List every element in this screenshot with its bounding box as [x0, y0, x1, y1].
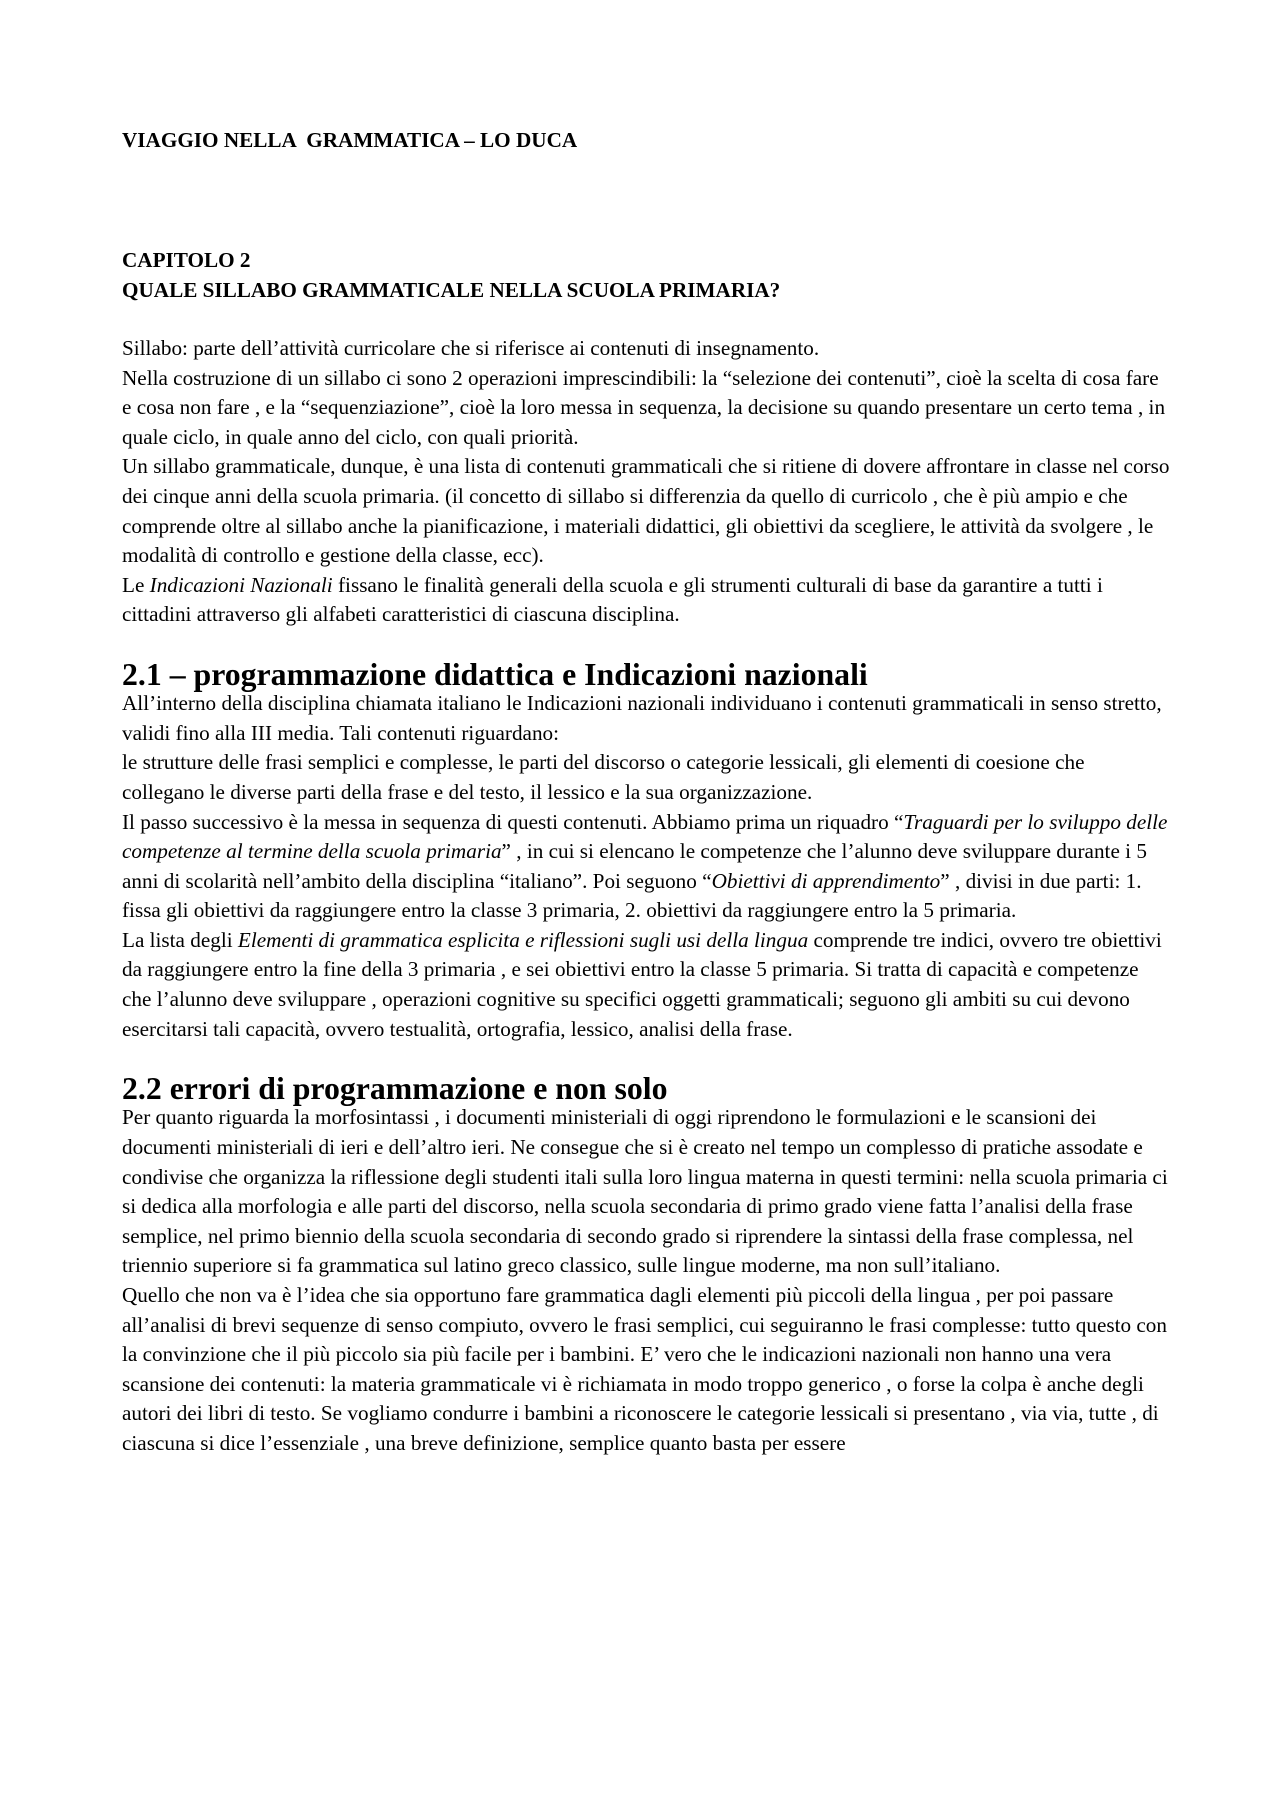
section-2-1-heading: 2.1 – programmazione didattica e Indicazioni nazionali: [122, 656, 868, 692]
s21-p3-italic-1: Traguardi per lo sviluppo delle competenze al termine della scuola primaria: [122, 809, 1168, 864]
section-2-1-paragraph-2: le strutture delle frasi semplici e complesse, le parti del discorso o categorie lessicali, gli elementi di coesione che collegano le diverse parti della frase e del testo, il lessico e la sua organizzazione.: [122, 750, 1085, 804]
intro-paragraph-2: Nella costruzione di un sillabo ci sono 2 operazioni imprescindibili: la “selezione dei contenuti”, cioè la scelta di cosa fare e cosa non fare , e la “sequenziazione”, cioè la loro messa in sequenza, la decisione su quando presentare un certo tema , in quale ciclo, in quale anno del ciclo, con quali priorità.: [122, 365, 1166, 449]
section-2-1-paragraph-1: All’interno della disciplina chiamata italiano le Indicazioni nazionali individuano i contenuti grammaticali in senso stretto, validi fino alla III media. Tali contenuti riguardano:: [122, 691, 1162, 745]
spacer: [122, 1044, 1172, 1074]
intro-paragraph-3: Un sillabo grammaticale, dunque, è una lista di contenuti grammaticali che si ritiene di dovere affrontare in classe nel corso dei cinque anni della scuola primaria. (il concetto di sillabo si differenzia da quello di curricolo , che è più ampio e che comprende oltre al sillabo anche la pianificazione, i materiali didattici, gli obiettivi da scegliere, le attività da svolgere , le modalità di controllo e gestione della classe, ecc).: [122, 454, 1170, 568]
s21-p4-italic: Elementi di grammatica esplicita e riflessioni sugli usi della lingua: [237, 927, 809, 952]
intro-paragraph-4: [122, 571, 1172, 630]
body-text: [122, 334, 1172, 1459]
s21-p3-a: Il passo successivo è la messa in sequenza di questi contenuti. Abbiamo prima un riquadro “: [122, 809, 904, 834]
intro-p4-italic: Indicazioni Nazionali: [149, 572, 333, 597]
section-2-1-paragraph-4: [122, 926, 1172, 1044]
section-2-1-paragraph-3: [122, 808, 1172, 926]
s21-p4-post: comprende tre indici, ovvero tre obiettivi da raggiungere entro la fine della 3 primaria , e sei obiettivi entro la classe 5 primaria. Si tratta di capacità e competenze che l’alunno deve sviluppare , operazioni cognitive su specifici oggetti grammaticali; seguono gli ambiti su cui devono esercitarsi tali capacità, ovvero testualità, ortografia, lessico, analisi della frase.: [122, 927, 1162, 1041]
section-2-2-paragraph-2: Quello che non va è l’idea che sia opportuno fare grammatica dagli elementi più piccoli della lingua , per poi passare all’analisi di brevi sequenze di senso compiuto, ovvero le frasi semplici, cui seguiranno le frasi complesse: tutto questo con la convinzione che il più piccolo sia più facile per i bambini. E’ vero che le indicazioni nazionali non hanno una vera scansione dei contenuti: la materia grammaticale vi è richiamata in modo troppo generico , o forse la colpa è anche degli autori dei libri di testo. Se vogliamo condurre i bambini a riconoscere le categorie lessicali si presentano , via via, tutte , di ciascuna si dice l’essenziale , una breve definizione, semplice quanto basta per essere: [122, 1283, 1167, 1455]
intro-p4-pre: Le: [122, 572, 150, 597]
section-2-2-heading: 2.2 errori di programmazione e non solo: [122, 1070, 668, 1106]
s21-p3-c: ” , divisi in due parti: 1. fissa gli obiettivi da raggiungere entro la classe 3 primaria, 2. obiettivi da raggiungere entro la 5 primaria.: [122, 868, 1142, 923]
chapter-heading: [122, 246, 780, 305]
chapter-title: QUALE SILLABO GRAMMATICALE NELLA SCUOLA PRIMARIA?: [122, 277, 781, 302]
s21-p3-b: ” , in cui si elencano le competenze che l’alunno deve sviluppare durante i 5 anni di scolarità nell’ambito della disciplina “italiano”. Poi seguono “: [122, 839, 1147, 893]
chapter-label: CAPITOLO 2: [122, 248, 251, 272]
section-2-2-paragraph-1: Per quanto riguarda la morfosintassi , i documenti ministeriali di oggi riprendono le formulazioni e le scansioni dei documenti ministeriali di ieri e dell’altro ieri. Ne consegue che si è creato nel tempo un complesso di pratiche assodate e condivise che organizza la riflessione degli studenti itali sulla loro lingua materna in questi termini: nella scuola primaria ci si dedica alla morfologia e alle parti del discorso, nella scuola secondaria di primo grado viene fatta l’analisi della frase semplice, nel primo biennio della scuola secondaria di secondo grado si riprendere la sintassi della frase complessa, nel triennio superiore si fa grammatica sul latino greco classico, sulle lingue moderne, ma non sull’italiano.: [122, 1105, 1168, 1278]
intro-p4-post: fissano le finalità generali della scuola e gli strumenti culturali di base da garantire a tutti i cittadini attraverso gli alfabeti caratteristici di ciascuna disciplina.: [122, 572, 1103, 627]
intro-paragraph-1: Sillabo: parte dell’attività curricolare che si riferisce ai contenuti di insegnamento.: [122, 336, 820, 360]
s21-p4-pre: La lista degli: [122, 927, 238, 952]
document-title: VIAGGIO NELLA GRAMMATICA – LO DUCA: [122, 128, 578, 152]
s21-p3-italic-2: Obiettivi di apprendimento: [711, 868, 941, 893]
spacer: [122, 630, 1172, 660]
